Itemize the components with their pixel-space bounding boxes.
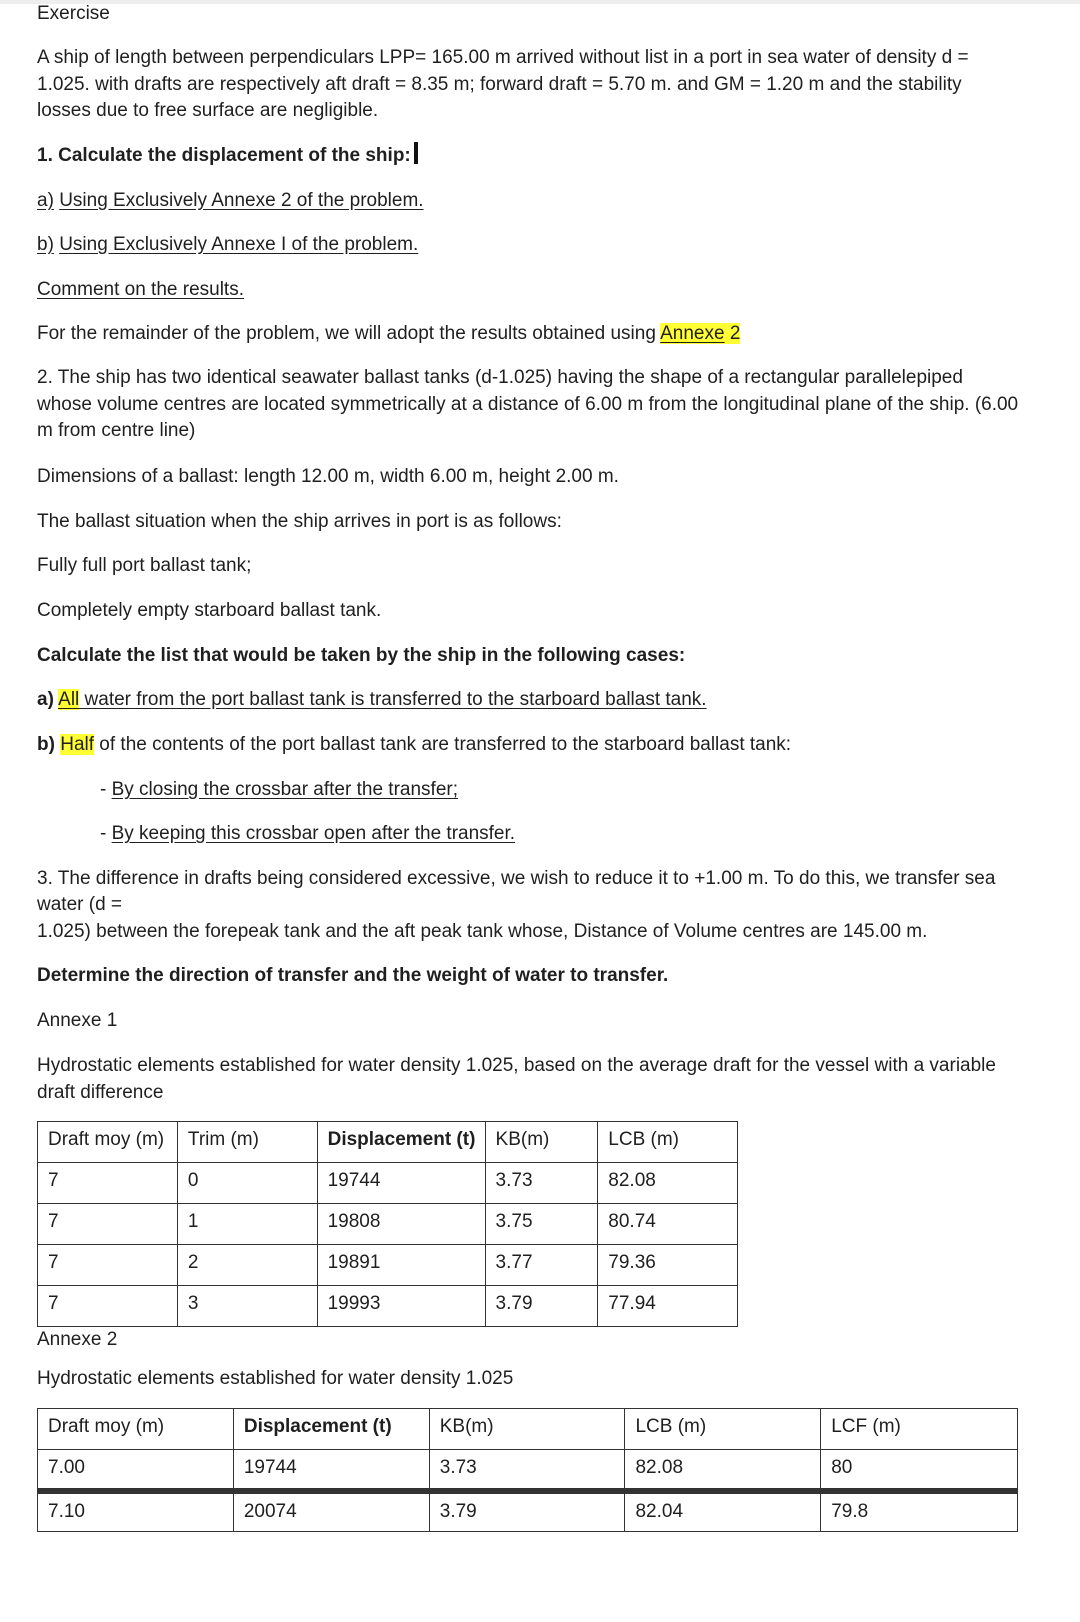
table-row	[38, 1245, 738, 1286]
header-draft: Draft moy (m)	[38, 1409, 234, 1450]
annexe2-title: Annexe 2	[37, 1329, 118, 1350]
q2-b-highlight: Half	[60, 734, 95, 755]
q1-part-a	[37, 187, 424, 214]
starboard-tank-status: Completely empty starboard ballast tank.	[37, 600, 382, 621]
q2-part-a	[37, 686, 707, 713]
cell-draft: 7	[38, 1286, 178, 1327]
annexe2-table	[37, 1408, 1018, 1532]
text-cursor	[414, 142, 418, 164]
remainder-text: For the remainder of the problem, we will adopt the results obtained using	[37, 323, 661, 344]
q1-a-prefix: a)	[37, 190, 54, 211]
q1-a-text: Using Exclusively Annexe 2 of the problem.	[59, 190, 424, 211]
header-draft: Draft moy (m)	[38, 1122, 178, 1163]
annexe-word: Annexe	[660, 323, 725, 344]
cell-lcb: 82.04	[625, 1491, 821, 1532]
remainder-note	[37, 320, 740, 347]
cell-displacement: 19993	[317, 1286, 485, 1327]
bullet-close-text: By closing the crossbar after the transfer;	[111, 779, 458, 800]
ballast-situation: The ballast situation when the ship arrives in port is as follows:	[37, 511, 562, 532]
q3-line-1: 3. The difference in drafts being considered excessive, we wish to reduce it to +1.00 m. To do this, we transfer sea	[37, 868, 996, 889]
bullet-open-text: By keeping this crossbar open after the transfer.	[111, 823, 516, 844]
cell-kb: 3.75	[485, 1204, 598, 1245]
q1-part-b	[37, 231, 418, 258]
cell-draft: 7.00	[38, 1450, 234, 1491]
annexe2-description: Hydrostatic elements established for water density 1.025	[37, 1368, 514, 1389]
cell-lcb: 79.36	[598, 1245, 738, 1286]
cell-draft: 7	[38, 1245, 178, 1286]
header-trim: Trim (m)	[177, 1122, 317, 1163]
bullet-close-crossbar	[100, 776, 458, 803]
annexe-number: 2	[724, 323, 741, 344]
intro-paragraph: A ship of length between perpendiculars LPP= 165.00 m arrived without list in a port in sea water of density d = 1.025. with drafts are respectively aft draft = 8.35 m; forward draft = 5.70 m. and GM = 1.20 m and the stability losses due to free surface are negligible.	[37, 47, 969, 121]
annexe1-title: Annexe 1	[37, 1010, 118, 1031]
cell-displacement: 19744	[317, 1163, 485, 1204]
cell-trim: 2	[177, 1245, 317, 1286]
cell-kb: 3.79	[429, 1491, 625, 1532]
cell-displacement: 19891	[317, 1245, 485, 1286]
cell-lcf: 79.8	[821, 1491, 1018, 1532]
q3-heading: Determine the direction of transfer and the weight of water to transfer.	[37, 965, 669, 986]
table-header-row	[38, 1409, 1018, 1450]
q2-paragraph: 2. The ship has two identical seawater ballast tanks (d-1.025) having the shape of a rectangular parallelepiped whose volume centres are located symmetrically at a distance of 6.00 m from the longitudinal plane of the ship. (6.00 m from centre line)	[37, 367, 1019, 441]
header-kb: KB(m)	[485, 1122, 598, 1163]
header-lcb: LCB (m)	[598, 1122, 738, 1163]
q2-a-text: water from the port ballast tank is transferred to the starboard ballast tank.	[79, 689, 707, 710]
q1-b-text: Using Exclusively Annexe I of the problem.	[59, 234, 419, 255]
port-tank-status: Fully full port ballast tank;	[37, 555, 252, 576]
q2-a-highlight: All	[58, 689, 80, 710]
top-border	[0, 0, 1080, 4]
q1-heading	[37, 142, 418, 169]
cell-displacement: 19744	[233, 1450, 429, 1491]
q1-b-prefix: b)	[37, 234, 54, 255]
table-header-row	[38, 1122, 738, 1163]
cell-kb: 3.79	[485, 1286, 598, 1327]
annexe1-table	[37, 1121, 738, 1327]
annexe1-description: Hydrostatic elements established for water density 1.025, based on the average draft for the vessel with a variable draft difference	[37, 1055, 996, 1103]
table-row	[38, 1450, 1018, 1491]
bullet-dash: -	[100, 779, 112, 800]
cell-draft: 7.10	[38, 1491, 234, 1532]
q2-b-text: of the contents of the port ballast tank are transferred to the starboard ballast tank:	[94, 734, 792, 755]
cell-lcb: 77.94	[598, 1286, 738, 1327]
cell-trim: 3	[177, 1286, 317, 1327]
table-row	[38, 1286, 738, 1327]
q2-part-b	[37, 731, 791, 758]
header-displacement: Displacement (t)	[317, 1122, 485, 1163]
cell-lcb: 80.74	[598, 1204, 738, 1245]
q2-a-prefix: a)	[37, 689, 54, 710]
header-kb: KB(m)	[429, 1409, 625, 1450]
table-row	[38, 1491, 1018, 1532]
cell-kb: 3.77	[485, 1245, 598, 1286]
q3-line-2: water (d =	[37, 894, 123, 915]
annexe2-link[interactable]	[660, 323, 740, 344]
table-row	[38, 1163, 738, 1204]
cell-lcb: 82.08	[598, 1163, 738, 1204]
cell-trim: 0	[177, 1163, 317, 1204]
cell-trim: 1	[177, 1204, 317, 1245]
q2-heading: Calculate the list that would be taken by the ship in the following cases:	[37, 645, 686, 666]
q2-b-prefix: b)	[37, 734, 55, 755]
header-displacement: Displacement (t)	[233, 1409, 429, 1450]
cell-displacement: 20074	[233, 1491, 429, 1532]
q1-comment: Comment on the results.	[37, 279, 244, 300]
page-title: Exercise	[37, 3, 110, 24]
bullet-open-crossbar	[100, 820, 515, 847]
cell-draft: 7	[38, 1163, 178, 1204]
cell-draft: 7	[38, 1204, 178, 1245]
bullet-dash: -	[100, 823, 112, 844]
cell-kb: 3.73	[485, 1163, 598, 1204]
q3-line-3: 1.025) between the forepeak tank and the aft peak tank whose, Distance of Volume centres are 145.00 m.	[37, 921, 928, 942]
cell-kb: 3.73	[429, 1450, 625, 1491]
table-row	[38, 1204, 738, 1245]
header-lcb: LCB (m)	[625, 1409, 821, 1450]
ballast-dimensions: Dimensions of a ballast: length 12.00 m, width 6.00 m, height 2.00 m.	[37, 466, 619, 487]
header-lcf: LCF (m)	[821, 1409, 1018, 1450]
cell-displacement: 19808	[317, 1204, 485, 1245]
q1-heading-text: 1. Calculate the displacement of the ship:	[37, 145, 411, 166]
cell-lcb: 82.08	[625, 1450, 821, 1491]
cell-lcf: 80	[821, 1450, 1018, 1491]
